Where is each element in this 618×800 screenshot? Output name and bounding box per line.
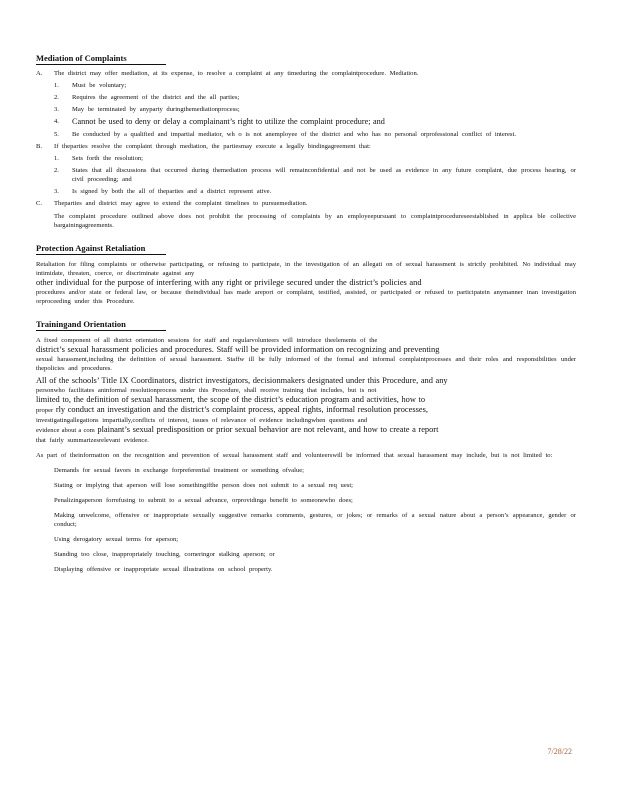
text-fragment: plainant’s sexual predisposition or prior sexual behavior are not relevant, and how to create a report xyxy=(94,425,439,434)
item-text: Requires the agreement of the district and the all parties; xyxy=(72,94,240,101)
bullet-item xyxy=(36,466,576,475)
paragraph-line: district’s sexual harassment policies and procedures. Staff will be provided information on recognizing and preventing xyxy=(36,345,440,354)
text-fragment: evidence about a com xyxy=(36,427,95,434)
item-marker: 2. xyxy=(54,94,59,101)
item-marker: C. xyxy=(36,200,43,207)
item-text: If theparties resolve the complaint through mediation, the partiesmay execute a legally bindingagreement that: xyxy=(54,143,371,150)
item-text: Displaying offensive or inappropriate sexual illustrations on school property. xyxy=(54,566,273,573)
item-marker: 2. xyxy=(54,167,59,174)
item-marker: B. xyxy=(36,143,43,150)
bullet-item xyxy=(36,535,576,544)
item-marker xyxy=(36,535,54,544)
section-mediation xyxy=(36,48,576,230)
item-marker xyxy=(36,481,54,490)
paragraph-collective-bargaining: The complaint procedure outlined above does not prohibit the processing of complaints by an employeepursuant to complaintprocedureseestablished in applica ble collective bargainingagreements. xyxy=(54,213,576,229)
paragraph-line: investigatingallegations impartially,conflicts of interest, issues of relevance of evidence includingwhen questions and xyxy=(36,417,368,424)
item-text: Cannot be used to deny or delay a complainant’s right to utilize the complaint procedure; and xyxy=(72,117,385,126)
item-a xyxy=(36,69,576,78)
numbered-item xyxy=(54,166,576,184)
section-heading-retaliation: Protection Against Retaliation xyxy=(36,243,166,255)
paragraph-line: procedures and/or state or federal law, or because theindividual has made areport or complaint, testified, assisted, or participated or refused to participatein anymanner inan investigation orproceeding under this Procedure. xyxy=(36,289,576,305)
paragraph-line: limited to, the definition of sexual harassment, the scope of the district’s education program and activities, how to xyxy=(36,395,426,404)
numbered-item xyxy=(54,81,576,90)
paragraph-line: All of the schools’ Title IX Coordinators, district investigators, decisionmakers designated under this Procedure, and any xyxy=(36,376,448,385)
paragraph-line: sexual harassment,including the definition of sexual harassment. Staffw ill be fully informed of the formal and informal complaintprocesses and their roles and responsibilities under thepolicies and procedures. xyxy=(36,356,576,372)
paragraph-line xyxy=(36,425,576,436)
item-c xyxy=(36,199,576,208)
item-text: Is signed by both the all of theparties and a district represent ative. xyxy=(72,188,272,195)
document-page xyxy=(36,48,576,579)
item-text: Must be voluntary; xyxy=(72,82,127,89)
item-marker xyxy=(36,496,54,505)
item-marker: 1. xyxy=(54,82,59,89)
item-text: Demands for sexual favors in exchange forpreferential treatment or something ofvalue; xyxy=(54,467,304,474)
section-heading-mediation: Mediation of Complaints xyxy=(36,53,166,65)
item-text: Theparties and district may agree to extend the complaint timelines to pursuemediation. xyxy=(54,200,308,207)
footer-date: 7/28/22 xyxy=(547,747,572,756)
text-fragment: rly conduct an investigation and the district’s complaint process, appeal rights, informal resolution processes, xyxy=(53,405,428,414)
item-marker xyxy=(36,565,54,574)
paragraph-line: A fixed component of all district orientation sessions for staff and regularvolunteers will introduce theelements of the xyxy=(36,337,378,344)
bullet-item xyxy=(36,565,576,574)
numbered-item xyxy=(54,93,576,102)
item-marker xyxy=(36,511,54,529)
text-fragment: proper xyxy=(36,407,54,414)
item-text: Stating or implying that aperson will lose somethingifthe person does not submit to a sexual req uest; xyxy=(54,482,354,489)
item-text: The district may offer mediation, at its expense, to resolve a complaint at any timeduring the complaintprocedure. Mediation. xyxy=(54,70,419,77)
item-marker: 3. xyxy=(54,106,59,113)
item-marker: 4. xyxy=(54,118,59,125)
section-heading-training: Trainingand Orientation xyxy=(36,319,166,331)
item-marker xyxy=(36,466,54,475)
paragraph-line: Retaliation for filing complaints or otherwise participating, or refusing to participate, in the investigation of an allegati on of sexual harassment is strictly prohibited. No individual may intimidate, threaten, coerce, or discriminate against any xyxy=(36,261,576,277)
item-text: Be conducted by a qualified and impartial mediator, wh o is not anemployee of the district and who has no personal orprofessional conflict of interest. xyxy=(72,131,516,138)
item-marker: 1. xyxy=(54,155,59,162)
paragraph-line: personwho facilitates aninformal resolutionprocess under this Procedure, shall receive training that includes, but is not xyxy=(36,387,377,394)
item-text: May be terminated by anyparty duringthemediationprocess; xyxy=(72,106,240,113)
numbered-item xyxy=(54,187,576,196)
bullet-item xyxy=(36,496,576,505)
section-retaliation xyxy=(36,238,576,306)
paragraph-line: As part of theinformation on the recognition and prevention of sexual harassment staff and volunteerswill be informed that sexual harassment may include, but is not limited to: xyxy=(36,452,553,459)
bullet-item xyxy=(36,511,576,529)
bullet-item xyxy=(36,481,576,490)
item-text: States that all discussions that occurred during themediation process will remainconfidential and not be used as evidence in any future complaint, due process hearing, or civil proceeding; and xyxy=(72,167,576,183)
item-text: Standing too close, inappropriately touching, corneringor stalking aperson; or xyxy=(54,551,275,558)
item-marker: A. xyxy=(36,70,43,77)
item-text: Using derogatory sexual terms for aperson; xyxy=(54,536,179,543)
item-text: Penalizingaperson forrefusing to submit to a sexual advance, orprovidinga benefit to someonewho does; xyxy=(54,497,353,504)
paragraph-line: other individual for the purpose of interfering with any right or privilege secured under the district’s policies and xyxy=(36,278,422,287)
item-text: Sets forth the resolution; xyxy=(72,155,144,162)
paragraph-line xyxy=(36,405,576,416)
item-marker xyxy=(36,550,54,559)
item-marker: 5. xyxy=(54,131,59,138)
paragraph-line: that fairly summarizesrelevant evidence. xyxy=(36,437,149,444)
bullet-item xyxy=(36,550,576,559)
item-b xyxy=(36,142,576,151)
item-text: Making unwelcome, offensive or inappropriate sexually suggestive remarks comments, gestures, or jokes; or remarks of a sexual nature about a person’s appearance, gender or conduct; xyxy=(54,512,576,528)
numbered-item xyxy=(54,105,576,114)
section-training xyxy=(36,314,576,574)
numbered-item xyxy=(54,117,576,127)
item-marker: 3. xyxy=(54,188,59,195)
numbered-item xyxy=(54,130,576,139)
numbered-item xyxy=(54,154,576,163)
